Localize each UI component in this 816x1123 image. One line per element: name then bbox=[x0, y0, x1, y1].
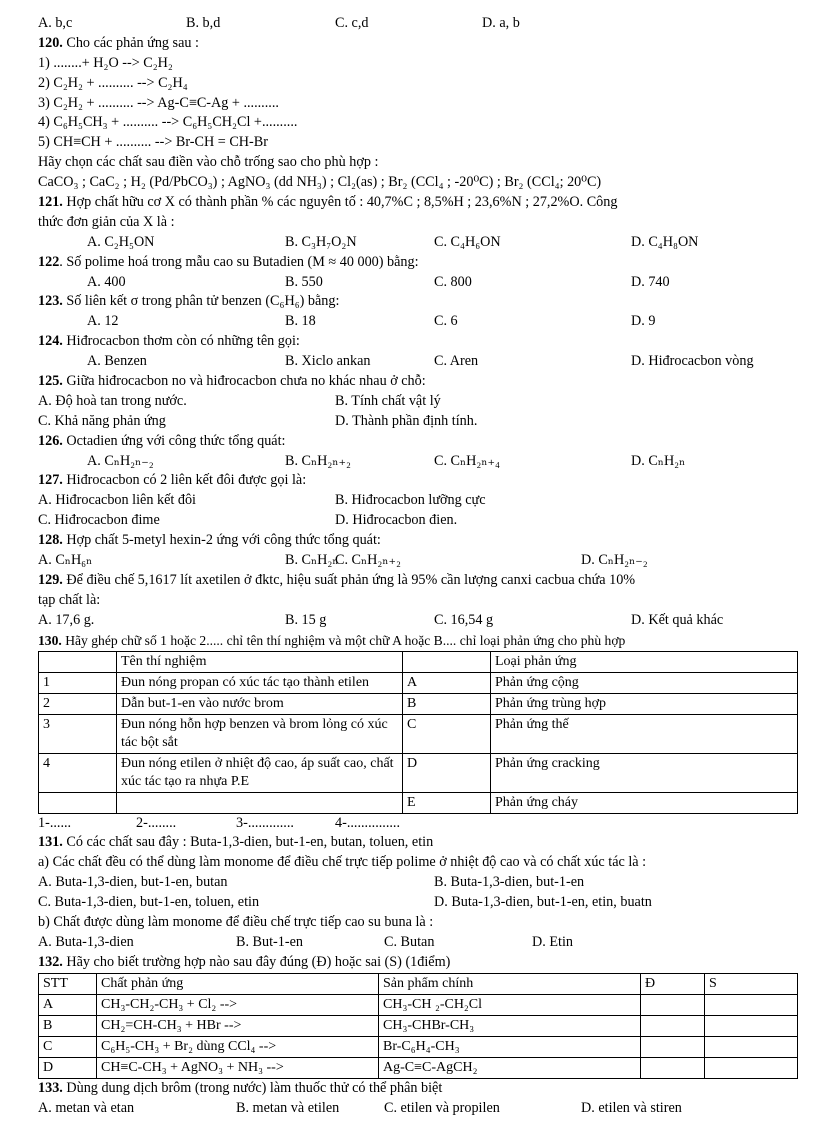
table-cell: Phản ứng cracking bbox=[491, 753, 798, 792]
table-cell: A bbox=[39, 994, 97, 1015]
table-header-stt: STT bbox=[39, 973, 97, 994]
q120-reaction-4: 4) C₆H₅CH₃ + .......... --> C₆H₅CH₂Cl +.......... bbox=[38, 114, 298, 131]
q122-option-b: B. 550 bbox=[285, 273, 323, 290]
table-header-experiment: Tên thí nghiệm bbox=[117, 651, 403, 672]
q127-option-d: D. Hiđrocacbon đien. bbox=[335, 512, 458, 529]
q119-option-a: A. b,c bbox=[38, 15, 73, 31]
q119-options bbox=[38, 14, 798, 34]
table-cell: Phản ứng cộng bbox=[491, 672, 798, 693]
q124-stem bbox=[38, 332, 798, 352]
q126-stem bbox=[38, 432, 798, 452]
q124-option-c: C. Aren bbox=[434, 353, 479, 370]
q131-b-option-b: B. But-1-en bbox=[236, 933, 303, 950]
q126-option-c: C. CₙH₂ₙ₊₄ bbox=[434, 452, 500, 469]
q128-option-d: D. CₙH₂ₙ₋₂ bbox=[581, 552, 648, 569]
table-header-products: Sản phẩm chính bbox=[379, 973, 641, 994]
q123-option-c: C. 6 bbox=[434, 313, 458, 330]
q126-options bbox=[38, 452, 798, 472]
table-cell bbox=[403, 651, 491, 672]
q125-options-ab bbox=[38, 392, 798, 412]
table-row bbox=[39, 1015, 798, 1036]
table-cell: CH≡C-CH₃ + AgNO₃ + NH₃ --> bbox=[97, 1057, 379, 1078]
q123-options bbox=[38, 312, 798, 332]
q120-reaction-5: 5) CH≡CH + .......... --> Br-CH = CH-Br bbox=[38, 134, 268, 151]
q131-part-b: b) Chất được dùng làm monome để điều chế trực tiếp cao su buna là : bbox=[38, 913, 434, 930]
q133-option-b: B. metan và etilen bbox=[236, 1099, 340, 1116]
table-header-true: Đ bbox=[641, 973, 705, 994]
table-cell: A bbox=[403, 672, 491, 693]
q124-option-b: B. Xiclo ankan bbox=[285, 353, 371, 370]
q130-answers bbox=[38, 814, 798, 834]
q127-option-b: B. Hiđrocacbon lưỡng cực bbox=[335, 492, 486, 509]
q124-option-d: D. Hiđrocacbon vòng bbox=[631, 353, 754, 370]
true-checkbox-cell[interactable] bbox=[641, 1015, 705, 1036]
q130-answer-2: 2-........ bbox=[136, 814, 177, 831]
q125-option-b: B. Tính chất vật lý bbox=[335, 392, 441, 409]
false-checkbox-cell[interactable] bbox=[705, 994, 798, 1015]
table-cell: 1 bbox=[39, 672, 117, 693]
q124-options bbox=[38, 352, 798, 372]
q133-option-d: D. etilen và stiren bbox=[581, 1099, 682, 1116]
q128-option-b: B. CₙH₂ₙ bbox=[285, 552, 339, 569]
q127-option-c: C. Hiđrocacbon đime bbox=[38, 512, 160, 529]
q119-option-b: B. b,d bbox=[186, 15, 221, 31]
table-cell: Đun nóng propan có xúc tác tạo thành etilen bbox=[117, 672, 403, 693]
q126-text: Octadien ứng với công thức tổng quát: bbox=[66, 432, 286, 449]
q120-reaction-3: 3) C₂H₂ + .......... --> Ag-C≡C-Ag + .......... bbox=[38, 94, 279, 111]
table-row bbox=[39, 672, 798, 693]
table-cell: Phản ứng thế bbox=[491, 714, 798, 753]
q121-text-2: thức đơn giản của X là : bbox=[38, 213, 175, 230]
q131-number: 131. bbox=[38, 834, 63, 851]
table-cell: CH₃-CH ₂-CH₂Cl bbox=[379, 994, 641, 1015]
q125-text: Giữa hiđrocacbon no và hiđrocacbon chưa no khác nhau ở chỗ: bbox=[66, 373, 426, 390]
table-row bbox=[39, 753, 798, 792]
q123-text: Số liên kết σ trong phân tử benzen (C₆H₆) bằng: bbox=[66, 293, 340, 310]
q132-text: Hãy cho biết trường hợp nào sau đây đúng (Đ) hoặc sai (S) (1điểm) bbox=[66, 953, 451, 970]
q128-options bbox=[38, 551, 798, 571]
q126-option-b: B. CₙH₂ₙ₊₂ bbox=[285, 452, 351, 469]
q125-stem bbox=[38, 372, 798, 392]
table-cell: Dẫn but-1-en vào nước brom bbox=[117, 693, 403, 714]
q122-option-a: A. 400 bbox=[87, 273, 126, 290]
table-row bbox=[39, 1057, 798, 1078]
q126-option-d: D. CₙH₂ₙ bbox=[631, 452, 686, 469]
q122-text: . Số polime hoá trong mẫu cao su Butadien (M ≈ 40 000) bằng: bbox=[59, 253, 419, 270]
table-cell bbox=[39, 792, 117, 813]
table-cell: D bbox=[39, 1057, 97, 1078]
q121-option-b: B. C₃H₇O₂N bbox=[285, 233, 357, 250]
q128-stem bbox=[38, 531, 798, 551]
table-cell: E bbox=[403, 792, 491, 813]
q130-answer-3: 3-............. bbox=[236, 814, 294, 831]
table-cell: B bbox=[403, 693, 491, 714]
q120-number: 120. bbox=[38, 34, 63, 51]
table-cell: D bbox=[403, 753, 491, 792]
q122-stem bbox=[38, 253, 798, 273]
q121-option-d: D. C₄H₈ON bbox=[631, 233, 699, 250]
q121-options bbox=[38, 233, 798, 253]
q123-option-b: B. 18 bbox=[285, 313, 316, 330]
q131-text: Có các chất sau đây : Buta-1,3-dien, but-1-en, butan, toluen, etin bbox=[66, 834, 434, 851]
q124-text: Hiđrocacbon thơm còn có những tên gọi: bbox=[66, 333, 300, 350]
false-checkbox-cell[interactable] bbox=[705, 1036, 798, 1057]
q120-reaction-2: 2) C₂H₂ + .......... --> C₂H₄ bbox=[38, 74, 188, 91]
q120-text: Cho các phản ứng sau : bbox=[66, 34, 199, 51]
q123-option-d: D. 9 bbox=[631, 313, 656, 330]
q127-text: Hiđrocacbon có 2 liên kết đôi được gọi là: bbox=[66, 472, 307, 489]
table-cell: B bbox=[39, 1015, 97, 1036]
q129-option-c: C. 16,54 g bbox=[434, 611, 494, 628]
q121-text-1: Hợp chất hữu cơ X có thành phần % các nguyên tố : 40,7%C ; 8,5%H ; 23,6%N ; 27,2%O. Công bbox=[66, 194, 618, 211]
table-cell: C bbox=[39, 1036, 97, 1057]
false-checkbox-cell[interactable] bbox=[705, 1015, 798, 1036]
q122-number: 122 bbox=[38, 253, 60, 270]
table-row bbox=[39, 693, 798, 714]
table-cell: C bbox=[403, 714, 491, 753]
table-cell: Phản ứng trùng hợp bbox=[491, 693, 798, 714]
table-cell: Br-C₆H₄-CH₃ bbox=[379, 1036, 641, 1057]
q124-number: 124. bbox=[38, 333, 63, 350]
table-cell: 3 bbox=[39, 714, 117, 753]
q129-option-a: A. 17,6 g. bbox=[38, 611, 95, 628]
q133-number: 133. bbox=[38, 1079, 63, 1096]
q128-text: Hợp chất 5-metyl hexin-2 ứng với công thức tổng quát: bbox=[66, 532, 381, 549]
q127-option-a: A. Hiđrocacbon liên kết đôi bbox=[38, 492, 196, 509]
q129-text-2: tạp chất là: bbox=[38, 591, 101, 608]
q121-stem bbox=[38, 193, 798, 213]
q128-option-a: A. CₙH₆ₙ bbox=[38, 552, 93, 569]
q123-stem bbox=[38, 292, 798, 312]
q131-stem bbox=[38, 833, 798, 853]
table-row bbox=[39, 792, 798, 813]
q129-text-1: Để điều chế 5,1617 lít axetilen ở đktc, hiệu suất phản ứng là 95% cần lượng canxi cacbua chứa 10% bbox=[66, 571, 636, 588]
q131-a-options-cd bbox=[38, 893, 798, 913]
q124-option-a: A. Benzen bbox=[87, 353, 147, 370]
q133-text: Dùng dung dịch brôm (trong nước) làm thuốc thử có thể phân biệt bbox=[66, 1079, 443, 1096]
q119-option-c: C. c,d bbox=[335, 15, 369, 31]
q132-table bbox=[38, 973, 798, 1079]
q131-b-option-d: D. Etin bbox=[532, 933, 573, 950]
q131-b-option-c: C. Butan bbox=[384, 933, 435, 950]
q120-instruction: Hãy chọn các chất sau điền vào chỗ trống sao cho phù hợp : bbox=[38, 154, 379, 171]
table-cell: CH₃-CHBr-CH₃ bbox=[379, 1015, 641, 1036]
true-checkbox-cell[interactable] bbox=[641, 994, 705, 1015]
table-header-reactants: Chất phản ứng bbox=[97, 973, 379, 994]
q121-number: 121. bbox=[38, 194, 63, 211]
q120-reaction-1: 1) ........+ H₂O --> C₂H₂ bbox=[38, 54, 173, 71]
q130-text: Hãy ghép chữ số 1 hoặc 2..... chỉ tên thí nghiệm và một chữ A hoặc B.... chỉ loại phản ứng cho phù hợp bbox=[65, 632, 626, 648]
q131-part-a: a) Các chất đều có thể dùng làm monome để điều chế trực tiếp polime ở nhiệt độ cao và có chất xúc tác là : bbox=[38, 854, 647, 871]
true-checkbox-cell[interactable] bbox=[641, 1057, 705, 1078]
q132-number: 132. bbox=[38, 953, 63, 970]
q133-options bbox=[38, 1099, 798, 1119]
q130-answer-4: 4-............... bbox=[335, 814, 401, 831]
q133-option-c: C. etilen và propilen bbox=[384, 1099, 500, 1116]
table-cell: CH₂=CH-CH₃ + HBr --> bbox=[97, 1015, 379, 1036]
table-row bbox=[39, 994, 798, 1015]
q125-number: 125. bbox=[38, 373, 63, 390]
table-cell bbox=[117, 792, 403, 813]
table-cell: CH₃-CH₂-CH₃ + Cl₂ --> bbox=[97, 994, 379, 1015]
table-header-false: S bbox=[705, 973, 798, 994]
q121-option-a: A. C₂H₅ON bbox=[87, 233, 155, 250]
q129-stem bbox=[38, 571, 798, 591]
q127-options-ab bbox=[38, 491, 798, 511]
table-row bbox=[39, 714, 798, 753]
true-checkbox-cell[interactable] bbox=[641, 1036, 705, 1057]
q125-options-cd bbox=[38, 412, 798, 432]
q126-option-a: A. CₙH₂ₙ₋₂ bbox=[87, 452, 154, 469]
q130-stem bbox=[38, 631, 798, 651]
table-cell: Đun nóng etilen ở nhiệt độ cao, áp suất cao, chất xúc tác tạo ra nhựa P.E bbox=[117, 753, 403, 792]
q129-options bbox=[38, 611, 798, 631]
table-header-row bbox=[39, 651, 798, 672]
q129-option-b: B. 15 g bbox=[285, 611, 327, 628]
q127-options-cd bbox=[38, 511, 798, 531]
table-cell: Phản ứng cháy bbox=[491, 792, 798, 813]
q129-number: 129. bbox=[38, 571, 63, 588]
q128-option-c: C. CₙH₂ₙ₊₂ bbox=[335, 552, 401, 569]
false-checkbox-cell[interactable] bbox=[705, 1057, 798, 1078]
q130-number: 130. bbox=[38, 632, 62, 648]
q120-substances: CaCO₃ ; CaC₂ ; H₂ (Pd/PbCO₃) ; AgNO₃ (dd NH₃) ; Cl₂(as) ; Br₂ (CCl₄ ; -20⁰C) ; Br₂ (CCl₄; 20⁰C) bbox=[38, 174, 602, 191]
q133-stem bbox=[38, 1079, 798, 1099]
q131-a-option-b: B. Buta-1,3-dien, but-1-en bbox=[434, 874, 585, 891]
table-cell: 2 bbox=[39, 693, 117, 714]
q132-stem bbox=[38, 953, 798, 973]
q121-option-c: C. C₄H₆ON bbox=[434, 233, 501, 250]
q127-number: 127. bbox=[38, 472, 63, 489]
q126-number: 126. bbox=[38, 432, 63, 449]
q131-a-options-ab bbox=[38, 873, 798, 893]
q131-a-option-d: D. Buta-1,3-dien, but-1-en, etin, buatn bbox=[434, 894, 652, 911]
q131-b-options bbox=[38, 933, 798, 953]
q125-option-a: A. Độ hoà tan trong nước. bbox=[38, 392, 187, 409]
q127-stem bbox=[38, 471, 798, 491]
q120-stem bbox=[38, 34, 798, 54]
q125-option-c: C. Khả năng phản ứng bbox=[38, 412, 166, 429]
q131-a-option-a: A. Buta-1,3-dien, but-1-en, butan bbox=[38, 874, 228, 891]
table-header-row bbox=[39, 973, 798, 994]
q130-answer-1: 1-...... bbox=[38, 814, 72, 831]
q119-option-d: D. a, b bbox=[482, 15, 520, 31]
table-cell: Ag-C≡C-AgCH₂ bbox=[379, 1057, 641, 1078]
q131-b-option-a: A. Buta-1,3-dien bbox=[38, 933, 134, 950]
q122-option-d: D. 740 bbox=[631, 273, 670, 290]
q133-option-a: A. metan và etan bbox=[38, 1099, 135, 1116]
q123-option-a: A. 12 bbox=[87, 313, 119, 330]
table-cell: Đun nóng hỗn hợp benzen và brom lỏng có xúc tác bột sắt bbox=[117, 714, 403, 753]
q122-option-c: C. 800 bbox=[434, 273, 472, 290]
exam-page bbox=[38, 14, 798, 1118]
table-row bbox=[39, 1036, 798, 1057]
q129-option-d: D. Kết quả khác bbox=[631, 611, 724, 628]
q125-option-d: D. Thành phần định tính. bbox=[335, 412, 478, 429]
table-cell bbox=[39, 651, 117, 672]
q123-number: 123. bbox=[38, 293, 63, 310]
table-header-reaction-type: Loại phản ứng bbox=[491, 651, 798, 672]
q122-options bbox=[38, 273, 798, 293]
q131-a-option-c: C. Buta-1,3-dien, but-1-en, toluen, etin bbox=[38, 894, 260, 911]
table-cell: 4 bbox=[39, 753, 117, 792]
table-cell: C₆H₅-CH₃ + Br₂ dùng CCl₄ --> bbox=[97, 1036, 379, 1057]
q128-number: 128. bbox=[38, 532, 63, 549]
q130-table bbox=[38, 651, 798, 814]
